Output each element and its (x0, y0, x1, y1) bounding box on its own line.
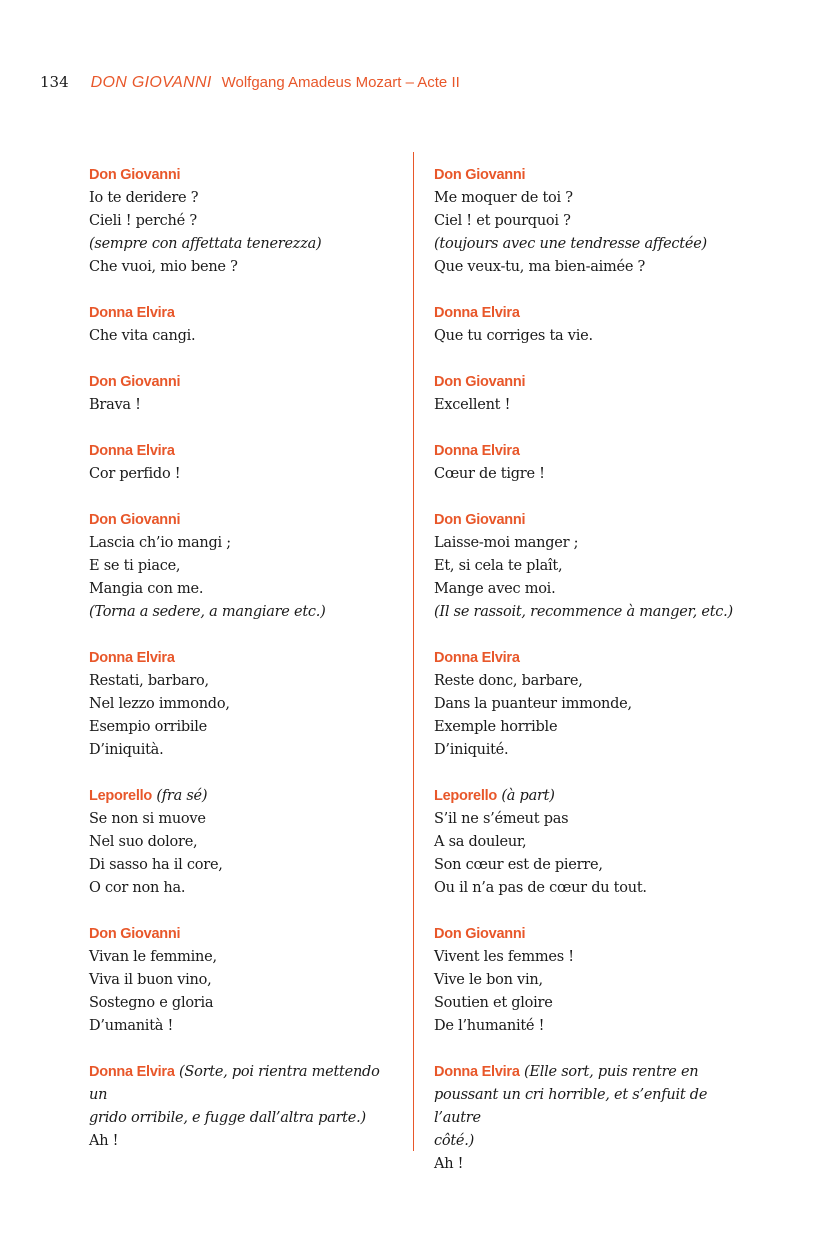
verse-line: Que veux-tu, ma bien-aimée ? (434, 259, 646, 275)
stage-direction: côté.) (434, 1133, 475, 1149)
verse-line: Son cœur est de pierre, (434, 857, 603, 873)
verse-line: S’il ne s’émeut pas (434, 811, 569, 827)
speaker-line (89, 923, 399, 946)
stage-direction: (Il se rassoit, recommence à manger, etc.) (434, 604, 733, 620)
verse-line: Esempio orribile (89, 719, 207, 735)
verse-line: Se non si muove (89, 811, 206, 827)
verse-line: O cor non ha. (89, 880, 186, 896)
verse-line: Viva il buon vino, (89, 972, 212, 988)
verse-line: D’iniquité. (434, 742, 509, 758)
speaker-line (434, 647, 734, 670)
work-subtitle: Wolfgang Amadeus Mozart – Acte II (221, 74, 460, 91)
dialogue-block (434, 647, 734, 762)
verse-line: Excellent ! (434, 397, 511, 413)
verse-line: D’umanità ! (89, 1018, 174, 1034)
verse-line: Io te deridere ? (89, 190, 199, 206)
speaker-line (89, 440, 399, 463)
dialogue-block (434, 302, 734, 348)
verse-line: Que tu corriges ta vie. (434, 328, 593, 344)
verse-line: Vivan le femmine, (89, 949, 217, 965)
speaker-name: Don Giovanni (434, 926, 526, 942)
running-header (40, 73, 460, 92)
speaker-line (89, 302, 399, 325)
dialogue-block (434, 440, 734, 486)
verse-line: De l’humanité ! (434, 1018, 545, 1034)
speaker-line (434, 923, 734, 946)
work-title: DON GIOVANNI (90, 74, 212, 91)
stage-direction: poussant un cri horrible, et s’enfuit de l’autre (434, 1087, 708, 1126)
verse-line: Dans la puanteur immonde, (434, 696, 632, 712)
dialogue-block (89, 440, 399, 486)
stage-direction: (fra sé) (156, 788, 208, 804)
speaker-name: Donna Elvira (434, 1064, 520, 1080)
stage-direction: (toujours avec une tendresse affectée) (434, 236, 707, 252)
dialogue-block (89, 509, 399, 624)
stage-direction: (à part) (501, 788, 555, 804)
speaker-name: Donna Elvira (89, 1064, 175, 1080)
dialogue-block (89, 647, 399, 762)
dialogue-block (434, 164, 734, 279)
dialogue-block (434, 785, 734, 900)
speaker-line (89, 509, 399, 532)
speaker-line (434, 509, 734, 532)
dialogue-block (89, 1061, 399, 1153)
stage-direction: (Torna a sedere, a mangiare etc.) (89, 604, 326, 620)
stage-direction: (Sorte, poi rientra mettendo un (89, 1064, 380, 1103)
verse-line: Exemple horrible (434, 719, 558, 735)
speaker-line (89, 785, 399, 808)
dialogue-block (89, 302, 399, 348)
verse-line: Me moquer de toi ? (434, 190, 573, 206)
speaker-name: Don Giovanni (89, 926, 181, 942)
verse-line: Ah ! (89, 1133, 119, 1149)
speaker-line (89, 1061, 399, 1107)
dialogue-block (434, 371, 734, 417)
verse-line: Brava ! (89, 397, 141, 413)
speaker-line (89, 647, 399, 670)
speaker-line (434, 371, 734, 394)
speaker-line (434, 440, 734, 463)
stage-direction: (Elle sort, puis rentre en (524, 1064, 699, 1080)
speaker-name: Don Giovanni (89, 374, 181, 390)
verse-line: Che vita cangi. (89, 328, 196, 344)
verse-line: Ah ! (434, 1156, 464, 1172)
page-number: 134 (40, 73, 69, 91)
speaker-name: Don Giovanni (89, 512, 181, 528)
speaker-name: Donna Elvira (434, 443, 520, 459)
speaker-name: Don Giovanni (434, 374, 526, 390)
verse-line: Che vuoi, mio bene ? (89, 259, 238, 275)
verse-line: Reste donc, barbare, (434, 673, 583, 689)
speaker-name: Donna Elvira (434, 305, 520, 321)
speaker-name: Leporello (89, 788, 153, 804)
verse-line: Soutien et gloire (434, 995, 553, 1011)
speaker-line (89, 371, 399, 394)
verse-line: Mangia con me. (89, 581, 204, 597)
french-text-column (434, 164, 734, 1199)
dialogue-block (434, 509, 734, 624)
verse-line: Ciel ! et pourquoi ? (434, 213, 571, 229)
verse-line: Cœur de tigre ! (434, 466, 545, 482)
verse-line: Vivent les femmes ! (434, 949, 574, 965)
verse-line: Di sasso ha il core, (89, 857, 223, 873)
speaker-line (434, 785, 734, 808)
speaker-line (89, 164, 399, 187)
dialogue-block (434, 923, 734, 1038)
speaker-line (434, 302, 734, 325)
verse-line: E se ti piace, (89, 558, 181, 574)
verse-line: A sa douleur, (434, 834, 527, 850)
italian-text-column (89, 164, 399, 1176)
speaker-name: Donna Elvira (89, 443, 175, 459)
speaker-name: Leporello (434, 788, 498, 804)
verse-line: Lascia ch’io mangi ; (89, 535, 231, 551)
verse-line: Vive le bon vin, (434, 972, 543, 988)
speaker-line (434, 1061, 734, 1084)
verse-line: Nel lezzo immondo, (89, 696, 230, 712)
verse-line: Et, si cela te plaît, (434, 558, 563, 574)
speaker-name: Donna Elvira (89, 650, 175, 666)
verse-line: Mange avec moi. (434, 581, 556, 597)
dialogue-block (89, 923, 399, 1038)
verse-line: Sostegno e gloria (89, 995, 214, 1011)
column-divider (413, 152, 414, 1151)
verse-line: Cieli ! perché ? (89, 213, 197, 229)
verse-line: Restati, barbaro, (89, 673, 209, 689)
speaker-name: Don Giovanni (434, 167, 526, 183)
dialogue-block (89, 164, 399, 279)
verse-line: Nel suo dolore, (89, 834, 198, 850)
speaker-name: Don Giovanni (434, 512, 526, 528)
verse-line: D’iniquità. (89, 742, 164, 758)
stage-direction: (sempre con affettata tenerezza) (89, 236, 322, 252)
speaker-name: Donna Elvira (434, 650, 520, 666)
dialogue-block (434, 1061, 734, 1176)
stage-direction: grido orribile, e fugge dall’altra parte.) (89, 1110, 366, 1126)
speaker-name: Don Giovanni (89, 167, 181, 183)
speaker-line (434, 164, 734, 187)
verse-line: Laisse-moi manger ; (434, 535, 579, 551)
dialogue-block (89, 371, 399, 417)
verse-line: Cor perfido ! (89, 466, 181, 482)
speaker-name: Donna Elvira (89, 305, 175, 321)
dialogue-block (89, 785, 399, 900)
verse-line: Ou il n’a pas de cœur du tout. (434, 880, 647, 896)
